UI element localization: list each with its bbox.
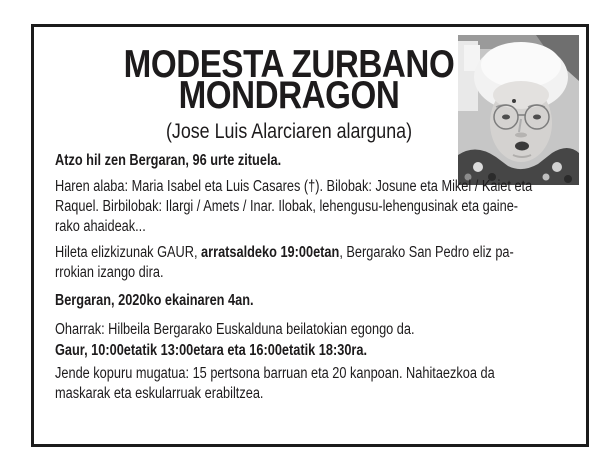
deceased-relation-subtitle: (Jose Luis Alarciaren alarguna) [165,120,413,143]
notice-paragraph-notes [55,320,567,340]
text-run: Bergaran, 2020ko ekainaren 4an. [55,292,254,309]
notice-paragraph-visiting-hours [55,341,567,361]
notice-body [55,151,567,404]
notice-paragraph-capacity-notice [55,364,567,404]
text-run: Jende kopuru mugatua: 15 pertsona barruan eta 20 kanpoan. Nahitaezkoa da [55,365,495,382]
death-notice-frame [31,24,589,447]
text-run: rrokian izango dira. [55,264,164,281]
text-run: Raquel. Birbilobak: Ilargi / Amets / Inar. Ilobak, lehengusu-lehengusinak eta gaine- [55,198,519,215]
text-run: Oharrak: Hilbeila Bergarako Euskalduna beilatokian egongo da. [55,321,415,338]
text-run: rako ahaideak... [55,218,146,235]
notice-header [81,43,498,144]
notice-paragraph-funeral-service [55,243,567,283]
text-run: Haren alaba: Maria Isabel eta Luis Casares (†). Bilobak: Josune eta Mikel / Kaiet eta [55,178,533,195]
text-run: Atzo hil zen Bergaran, 96 urte zituela. [55,152,282,169]
text-run: Gaur, 10:00etatik 13:00etara eta 16:00etatik 18:30ra. [55,342,368,359]
deceased-name-line2: MONDRAGON [178,74,400,117]
text-run: Hileta elizkizunak GAUR, [55,244,202,261]
notice-content [34,27,586,444]
deceased-name-line1: MODESTA ZURBANO [123,43,455,86]
notice-paragraph-family [55,177,567,237]
text-run: , Bergarako San Pedro eliz pa- [339,244,514,261]
notice-paragraph-place-date [55,291,567,311]
text-run: arratsaldeko 19:00etan [201,244,340,261]
notice-paragraph-death-announcement [55,151,567,171]
text-run: maskarak eta eskularruak erabiltzea. [55,385,264,402]
